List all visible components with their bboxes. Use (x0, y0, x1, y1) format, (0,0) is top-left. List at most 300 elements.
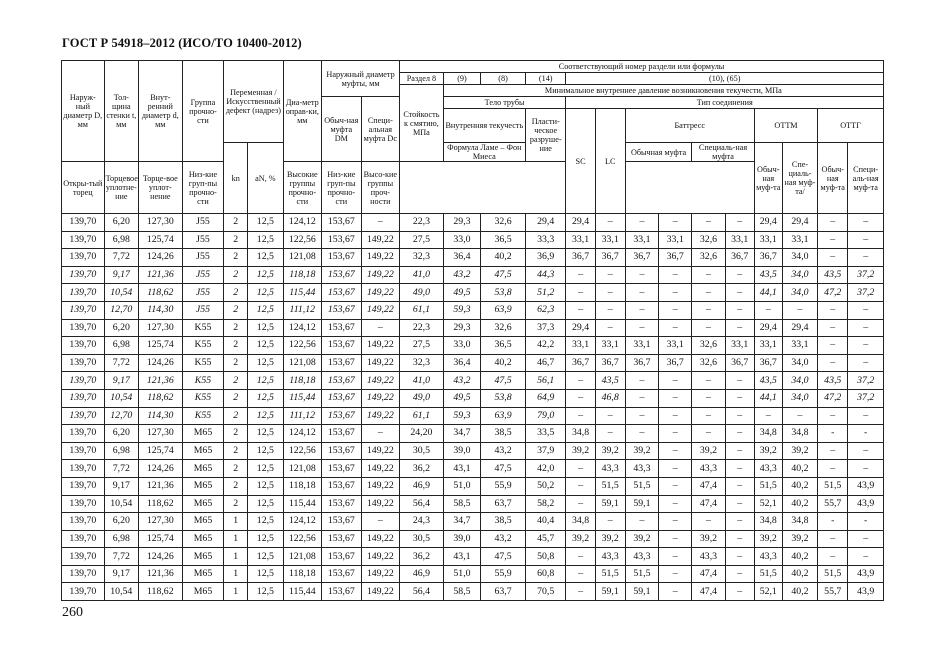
table-cell: 39,0 (443, 442, 480, 460)
table-cell: 153,67 (322, 231, 362, 249)
table-cell: 43,3 (692, 548, 725, 566)
table-cell: 12,5 (248, 372, 283, 390)
table-cell: 124,12 (283, 513, 321, 531)
hdr-lc: LC (595, 109, 625, 214)
table-cell: K55 (182, 407, 224, 425)
table-row (62, 530, 884, 548)
table-cell: 34,8 (754, 425, 782, 443)
table-cell: 59,3 (443, 301, 480, 319)
table-cell: 56,4 (400, 583, 444, 601)
table-cell: 111,12 (283, 407, 321, 425)
table-cell: – (692, 214, 725, 232)
table-cell: 124,26 (138, 548, 182, 566)
table-cell: 149,22 (361, 477, 399, 495)
table-cell: 38,5 (481, 513, 526, 531)
table-cell: 139,70 (62, 477, 105, 495)
table-cell: M65 (182, 513, 224, 531)
table-cell: 52,1 (754, 583, 782, 601)
table-cell: – (725, 266, 754, 284)
table-row (62, 548, 884, 566)
table-cell: 153,67 (322, 442, 362, 460)
table-cell: – (692, 389, 725, 407)
table-cell: – (725, 513, 754, 531)
table-cell: J55 (182, 266, 224, 284)
table-cell: – (625, 372, 658, 390)
table-cell: 30,5 (400, 530, 444, 548)
table-cell: 39,0 (443, 530, 480, 548)
hdr-capped-end: Торцевое уплотне-ние (104, 162, 138, 214)
table-cell: 125,74 (138, 530, 182, 548)
table-cell: 55,7 (818, 495, 848, 513)
hdr-coupling-special: Специ-альная муфта Dc (361, 97, 399, 162)
table-cell: 2 (224, 460, 248, 478)
table-cell: – (659, 425, 692, 443)
table-cell: 40,2 (481, 249, 526, 267)
table-cell: 39,2 (566, 442, 595, 460)
table-cell: – (818, 231, 848, 249)
table-row (62, 266, 884, 284)
table-cell: 7,72 (104, 249, 138, 267)
table-cell: 41,0 (400, 372, 444, 390)
table-cell: – (848, 214, 884, 232)
table-cell: 33,1 (595, 231, 625, 249)
table-cell: 2 (224, 231, 248, 249)
table-cell: 118,62 (138, 495, 182, 513)
table-cell: 36,7 (725, 249, 754, 267)
table-cell: 36,7 (659, 354, 692, 372)
table-cell: 43,5 (754, 266, 782, 284)
hdr-connection-type: Тип соединения (566, 97, 884, 109)
table-cell: – (725, 477, 754, 495)
table-cell: K55 (182, 337, 224, 355)
table-cell: – (848, 319, 884, 337)
table-cell: – (566, 565, 595, 583)
table-cell: K55 (182, 319, 224, 337)
data-table (61, 60, 884, 601)
table-cell: 61,1 (400, 301, 444, 319)
table-cell: 39,2 (595, 530, 625, 548)
table-cell: – (818, 249, 848, 267)
table-cell: 27,5 (400, 231, 444, 249)
table-row (62, 565, 884, 583)
table-cell: 12,5 (248, 477, 283, 495)
table-cell: 61,1 (400, 407, 444, 425)
table-cell: 2 (224, 372, 248, 390)
table-cell: 121,36 (138, 372, 182, 390)
table-cell: 43,3 (754, 548, 782, 566)
table-cell: – (725, 319, 754, 337)
table-cell: 149,22 (361, 284, 399, 302)
table-cell: – (848, 231, 884, 249)
table-cell: – (725, 389, 754, 407)
table-cell: 139,70 (62, 231, 105, 249)
table-cell: – (625, 319, 658, 337)
table-cell: – (725, 214, 754, 232)
table-cell: 7,72 (104, 354, 138, 372)
table-cell: 2 (224, 407, 248, 425)
table-cell: 12,5 (248, 389, 283, 407)
table-cell: 47,4 (692, 583, 725, 601)
table-cell: 12,5 (248, 513, 283, 531)
table-cell: – (659, 513, 692, 531)
hdr-an: aN, % (248, 143, 283, 214)
hdr-internal-yield: Внутренняя текучесть (443, 109, 525, 143)
table-cell: M65 (182, 442, 224, 460)
table-cell: 12,70 (104, 407, 138, 425)
table-cell: 1 (224, 548, 248, 566)
table-row (62, 407, 884, 425)
table-cell: – (818, 407, 848, 425)
hdr-outer-diameter: Наруж-ный диаметр D, мм (62, 61, 105, 162)
table-cell: – (659, 319, 692, 337)
table-cell: 121,08 (283, 354, 321, 372)
table-row (62, 319, 884, 337)
table-cell: 41,0 (400, 266, 444, 284)
table-cell: 43,9 (848, 477, 884, 495)
table-cell: 149,22 (361, 249, 399, 267)
table-cell: 139,70 (62, 583, 105, 601)
table-row (62, 337, 884, 355)
table-cell: 32,6 (481, 319, 526, 337)
table-cell: 153,67 (322, 337, 362, 355)
table-cell: 37,2 (848, 389, 884, 407)
table-cell: – (566, 460, 595, 478)
table-cell: 2 (224, 389, 248, 407)
table-cell: 44,1 (754, 389, 782, 407)
table-row (62, 460, 884, 478)
table-cell: 63,9 (481, 407, 526, 425)
table-cell: 153,67 (322, 214, 362, 232)
table-cell: 153,67 (322, 301, 362, 319)
table-cell: 39,2 (782, 530, 817, 548)
table-cell: 51,5 (818, 565, 848, 583)
table-cell: 127,30 (138, 513, 182, 531)
table-row (62, 301, 884, 319)
table-cell: 121,36 (138, 477, 182, 495)
table-row (62, 425, 884, 443)
table-cell: 153,67 (322, 548, 362, 566)
table-cell: – (595, 425, 625, 443)
table-cell: 2 (224, 249, 248, 267)
table-cell: – (725, 284, 754, 302)
table-cell: – (848, 249, 884, 267)
table-cell: 51,5 (625, 565, 658, 583)
table-cell: – (725, 425, 754, 443)
table-cell: 122,56 (283, 231, 321, 249)
table-cell: 10,54 (104, 495, 138, 513)
table-cell: 44,3 (525, 266, 566, 284)
hdr-ottg-regular: Обыч-ная муф-та (818, 143, 848, 214)
hdr-high-grade: Высокие группы прочно-сти (283, 162, 321, 214)
table-cell: 33,0 (443, 231, 480, 249)
table-cell: 36,7 (625, 354, 658, 372)
table-cell: 6,98 (104, 231, 138, 249)
table-cell: – (566, 583, 595, 601)
table-cell: M65 (182, 460, 224, 478)
table-cell: – (595, 284, 625, 302)
table-cell: 127,30 (138, 425, 182, 443)
table-cell: – (595, 214, 625, 232)
table-cell: 79,0 (525, 407, 566, 425)
table-body (62, 214, 884, 601)
table-cell: 47,4 (692, 565, 725, 583)
table-cell: 12,5 (248, 231, 283, 249)
table-cell: 32,3 (400, 354, 444, 372)
table-cell: 6,98 (104, 530, 138, 548)
table-cell: – (692, 284, 725, 302)
hdr-buttress: Баттресс (625, 109, 754, 143)
table-cell: 115,44 (283, 389, 321, 407)
table-cell: 1 (224, 530, 248, 548)
table-cell: – (692, 266, 725, 284)
table-cell: 33,1 (725, 231, 754, 249)
hdr-section8: Раздел 8 (400, 73, 444, 85)
table-cell: 36,9 (525, 249, 566, 267)
table-cell: 12,5 (248, 266, 283, 284)
table-cell: 58,5 (443, 495, 480, 513)
table-cell: 2 (224, 495, 248, 513)
hdr-open-end: Откры-тый торец (62, 162, 105, 214)
hdr-collapse: Стойкость к смятию, МПа (400, 85, 444, 162)
table-cell: 36,7 (725, 354, 754, 372)
table-cell: 6,20 (104, 319, 138, 337)
table-cell: – (595, 513, 625, 531)
table-cell: 153,67 (322, 460, 362, 478)
table-cell: 43,3 (595, 548, 625, 566)
table-cell: – (818, 354, 848, 372)
table-cell: 46,9 (400, 477, 444, 495)
table-cell: – (659, 583, 692, 601)
table-cell: 43,2 (481, 442, 526, 460)
table-cell: 149,22 (361, 407, 399, 425)
table-cell: 55,9 (481, 565, 526, 583)
table-cell: 153,67 (322, 372, 362, 390)
table-cell: 29,4 (782, 319, 817, 337)
table-cell: - (848, 513, 884, 531)
table-row (62, 231, 884, 249)
table-cell: 50,2 (525, 477, 566, 495)
table-cell: – (818, 301, 848, 319)
table-cell: – (725, 407, 754, 425)
hdr-f8: (8) (481, 73, 526, 85)
table-cell: 24,3 (400, 513, 444, 531)
table-cell: - (818, 513, 848, 531)
table-cell: 43,9 (848, 583, 884, 601)
table-cell: 55,7 (818, 583, 848, 601)
table-cell: 37,2 (848, 372, 884, 390)
table-cell: 6,20 (104, 214, 138, 232)
table-cell: 39,2 (754, 530, 782, 548)
table-cell: 45,7 (525, 530, 566, 548)
table-cell: 9,17 (104, 266, 138, 284)
table-cell: 53,8 (481, 284, 526, 302)
table-cell: – (848, 337, 884, 355)
table-cell: 30,5 (400, 442, 444, 460)
table-cell: – (725, 301, 754, 319)
table-cell: 139,70 (62, 425, 105, 443)
table-cell: 32,6 (692, 249, 725, 267)
table-cell: 153,67 (322, 477, 362, 495)
table-cell: 33,3 (525, 231, 566, 249)
hdr-inner-diameter: Внут-ренний диаметр d, мм (138, 61, 182, 162)
table-cell: 124,12 (283, 425, 321, 443)
table-cell: 2 (224, 425, 248, 443)
table-cell: 43,9 (848, 565, 884, 583)
table-cell: – (848, 407, 884, 425)
table-row (62, 583, 884, 601)
table-cell: 36,7 (566, 249, 595, 267)
table-cell: M65 (182, 495, 224, 513)
table-cell: 43,2 (481, 530, 526, 548)
table-cell: – (566, 495, 595, 513)
table-cell: 149,22 (361, 565, 399, 583)
table-cell: 43,5 (595, 372, 625, 390)
table-row (62, 495, 884, 513)
table-cell: 153,67 (322, 425, 362, 443)
table-cell: 12,5 (248, 425, 283, 443)
hdr-low-grade: Низ-кие груп-пы прочно-сти (182, 162, 224, 214)
table-cell: – (659, 372, 692, 390)
table-cell: 51,5 (818, 477, 848, 495)
table-cell: 34,0 (782, 389, 817, 407)
table-cell: - (818, 425, 848, 443)
table-cell: – (725, 460, 754, 478)
table-cell: 149,22 (361, 442, 399, 460)
table-cell: 114,30 (138, 407, 182, 425)
table-cell: 153,67 (322, 495, 362, 513)
table-cell: 124,12 (283, 319, 321, 337)
table-cell: 63,7 (481, 583, 526, 601)
hdr-ottm-regular: Обыч-ная муф-та (754, 143, 782, 214)
table-row (62, 284, 884, 302)
table-cell: 149,22 (361, 231, 399, 249)
table-cell: 6,20 (104, 425, 138, 443)
table-cell: – (782, 301, 817, 319)
hdr-ottm: ОТТМ (754, 109, 817, 143)
table-cell: 9,17 (104, 372, 138, 390)
table-cell: – (818, 460, 848, 478)
table-cell: 12,5 (248, 284, 283, 302)
hdr-f14: (14) (525, 73, 566, 85)
table-cell: 125,74 (138, 337, 182, 355)
table-cell: 124,26 (138, 354, 182, 372)
table-cell: J55 (182, 231, 224, 249)
table-cell: – (566, 266, 595, 284)
table-cell: 43,2 (443, 372, 480, 390)
table-cell: J55 (182, 214, 224, 232)
table-cell: M65 (182, 477, 224, 495)
table-cell: 124,26 (138, 460, 182, 478)
table-cell: 60,8 (525, 565, 566, 583)
hdr-min-pressure: Минимальное внутреннее давление возникновения текучести, МПа (443, 85, 883, 97)
table-cell: 39,2 (754, 442, 782, 460)
table-cell: – (754, 407, 782, 425)
table-cell: 12,5 (248, 354, 283, 372)
table-cell: 43,3 (692, 460, 725, 478)
table-cell: 32,6 (692, 354, 725, 372)
table-cell: 37,3 (525, 319, 566, 337)
table-cell: 149,22 (361, 460, 399, 478)
hdr-ottm-special: Спе-циаль-ная муф-та/ (782, 143, 817, 214)
table-cell: – (782, 407, 817, 425)
table-cell: 43,3 (625, 460, 658, 478)
table-cell: – (818, 442, 848, 460)
table-cell: 139,70 (62, 565, 105, 583)
hdr-lame-mises: Формула Ламе – Фон Миеса (443, 143, 525, 162)
page-number: 260 (62, 605, 83, 620)
table-cell: – (754, 301, 782, 319)
table-cell: – (361, 425, 399, 443)
table-cell: 139,70 (62, 372, 105, 390)
table-cell: 29,3 (443, 214, 480, 232)
table-cell: 51,0 (443, 477, 480, 495)
table-cell: – (725, 442, 754, 460)
table-cell: 12,5 (248, 495, 283, 513)
table-cell: – (725, 583, 754, 601)
table-cell: M65 (182, 548, 224, 566)
table-cell: – (692, 425, 725, 443)
table-cell: 12,5 (248, 214, 283, 232)
table-cell: 9,17 (104, 565, 138, 583)
table-cell: 36,5 (481, 337, 526, 355)
table-cell: – (725, 495, 754, 513)
table-cell: 115,44 (283, 495, 321, 513)
table-cell: 49,0 (400, 284, 444, 302)
hdr-ottg-special: Специ-аль-ная муф-та (848, 143, 884, 214)
table-cell: 59,3 (443, 407, 480, 425)
table-cell: – (625, 214, 658, 232)
table-cell: 1 (224, 565, 248, 583)
table-cell: 52,1 (754, 495, 782, 513)
table-cell: – (848, 460, 884, 478)
table-cell: 149,22 (361, 583, 399, 601)
table-cell: – (692, 372, 725, 390)
table-cell: 42,2 (525, 337, 566, 355)
table-cell: 153,67 (322, 266, 362, 284)
table-cell: 33,1 (782, 337, 817, 355)
hdr-plastic-rupture: Пласти-ческое разруше-ние (525, 109, 566, 162)
table-cell: 12,5 (248, 407, 283, 425)
table-cell: 124,12 (283, 214, 321, 232)
table-cell: 56,4 (400, 495, 444, 513)
table-cell: 125,74 (138, 231, 182, 249)
table-cell: 12,5 (248, 337, 283, 355)
table-cell: – (659, 266, 692, 284)
table-cell: K55 (182, 389, 224, 407)
table-cell: 55,9 (481, 477, 526, 495)
hdr-ottg: ОТТГ (818, 109, 884, 143)
table-cell: 34,8 (566, 425, 595, 443)
table-cell: 1 (224, 583, 248, 601)
table-cell: 59,1 (595, 495, 625, 513)
table-cell: 139,70 (62, 442, 105, 460)
table-cell: 149,22 (361, 372, 399, 390)
table-cell: 36,4 (443, 354, 480, 372)
table-cell: 43,5 (754, 372, 782, 390)
table-cell: J55 (182, 301, 224, 319)
table-cell: 43,2 (443, 266, 480, 284)
table-cell: 2 (224, 354, 248, 372)
table-cell: 121,08 (283, 460, 321, 478)
table-cell: 47,5 (481, 460, 526, 478)
table-cell: – (848, 530, 884, 548)
table-cell: – (625, 284, 658, 302)
table-cell: 34,0 (782, 249, 817, 267)
table-cell: 153,67 (322, 389, 362, 407)
table-cell: – (566, 407, 595, 425)
table-cell: – (692, 319, 725, 337)
table-cell: 51,5 (754, 477, 782, 495)
